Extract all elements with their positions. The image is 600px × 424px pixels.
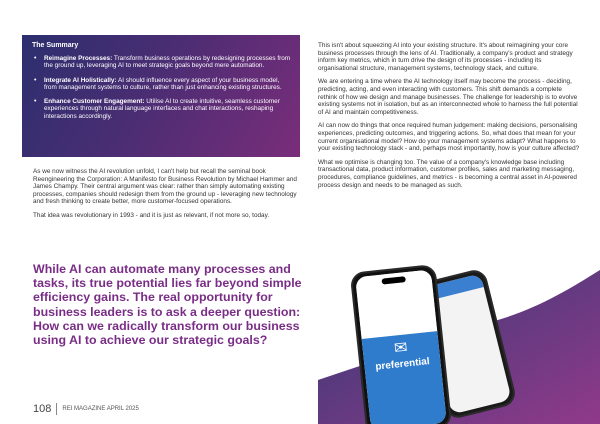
pull-quote: While AI can automate many processes and tasks, its true potential lies far beyond simple efficiency gains. The real opportunity for business leaders is to ask a deeper question: How can we radically transform our business using AI to achieve our strategic goals? (33, 262, 302, 348)
summary-item (32, 98, 291, 120)
brand-name: preferential (374, 355, 431, 373)
summary-box (22, 35, 300, 157)
page-footer (33, 402, 139, 416)
body-paragraph: As we now witness the AI revolution unfold, I can't help but recall the seminal book Reengineering the Corporation: A Manifesto for Business Revolution by Michael Hammer and James Champy. Their central argument was clear: rather than simply automating existing processes, companies should redesign them from the ground up - leveraging new technology and fresh thinking to create better, more customer-focused operations. (33, 168, 297, 206)
summary-item (32, 55, 291, 70)
body-paragraph: What we optimise is changing too. The value of a company's knowledge base including transactional data, product information, customer profiles, sales and marketing messaging, procedures, compliance guidelines, and metrics - is becoming a central asset in AI-powered process design and needs to be managed as such. (318, 158, 577, 189)
summary-item-label: Enhance Customer Engagement: (44, 98, 145, 106)
publication-name: REI MAGAZINE APRIL 2025 (62, 406, 139, 412)
summary-item-label: Integrate AI Holistically: (44, 76, 117, 84)
phone-illustration (318, 260, 600, 424)
phone-front (350, 264, 453, 424)
summary-item (32, 77, 291, 92)
chat-bubble-icon: ✉ (393, 338, 409, 358)
body-paragraph: We are entering a time where the AI technology itself may become the process - deciding, predicting, acting, and even interacting with customers. This shift demands a complete rethink of how we design and manage businesses. The challenge for leadership is to evolve existing systems not in isolation, but as an interconnected whole to harness the full potential of AI and maintain competitiveness. (318, 78, 578, 116)
page-number: 108 (33, 403, 57, 415)
summary-item-text: AI should influence every aspect of your business model, from management systems to culture, rather than just enhancing existing structures. (44, 76, 282, 91)
summary-title: The Summary (32, 42, 79, 49)
body-paragraph: AI can now do things that once required human judgement: making decisions, personalising experiences, predicting outcomes, and triggering actions. So, what does that mean for your current organisational model? How do your management systems adapt? What happens to your existing technology stack - and, perhaps most importantly, how is your culture affected? (318, 122, 580, 153)
left-body-text (33, 168, 301, 226)
phone-front-screen (355, 269, 447, 424)
summary-item-text: Transform business operations by redesigning processes from the ground up, leveraging AI to meet strategic goals beyond mere automation. (44, 55, 291, 70)
summary-item-text: Utilise AI to create intuitive, seamless customer experiences through natural language interfaces and chat interactions, reshaping interactions accordingly. (44, 98, 280, 120)
summary-item-label: Reimagine Processes: (44, 55, 113, 62)
summary-list (32, 55, 291, 120)
body-paragraph: This isn't about squeezing AI into your existing structure. It's about reimagining your core business processes through the lens of AI. Traditionally, a company's product and strategy inform key metrics, which in turn drive the design of its processes - including its organisational structure, management systems, technology stack, and culture. (318, 42, 573, 72)
right-column-text (318, 42, 580, 195)
phone-brand-panel (362, 331, 447, 424)
body-paragraph: That idea was revolutionary in 1993 - and it is just as relevant, if not more so, today. (33, 211, 270, 219)
